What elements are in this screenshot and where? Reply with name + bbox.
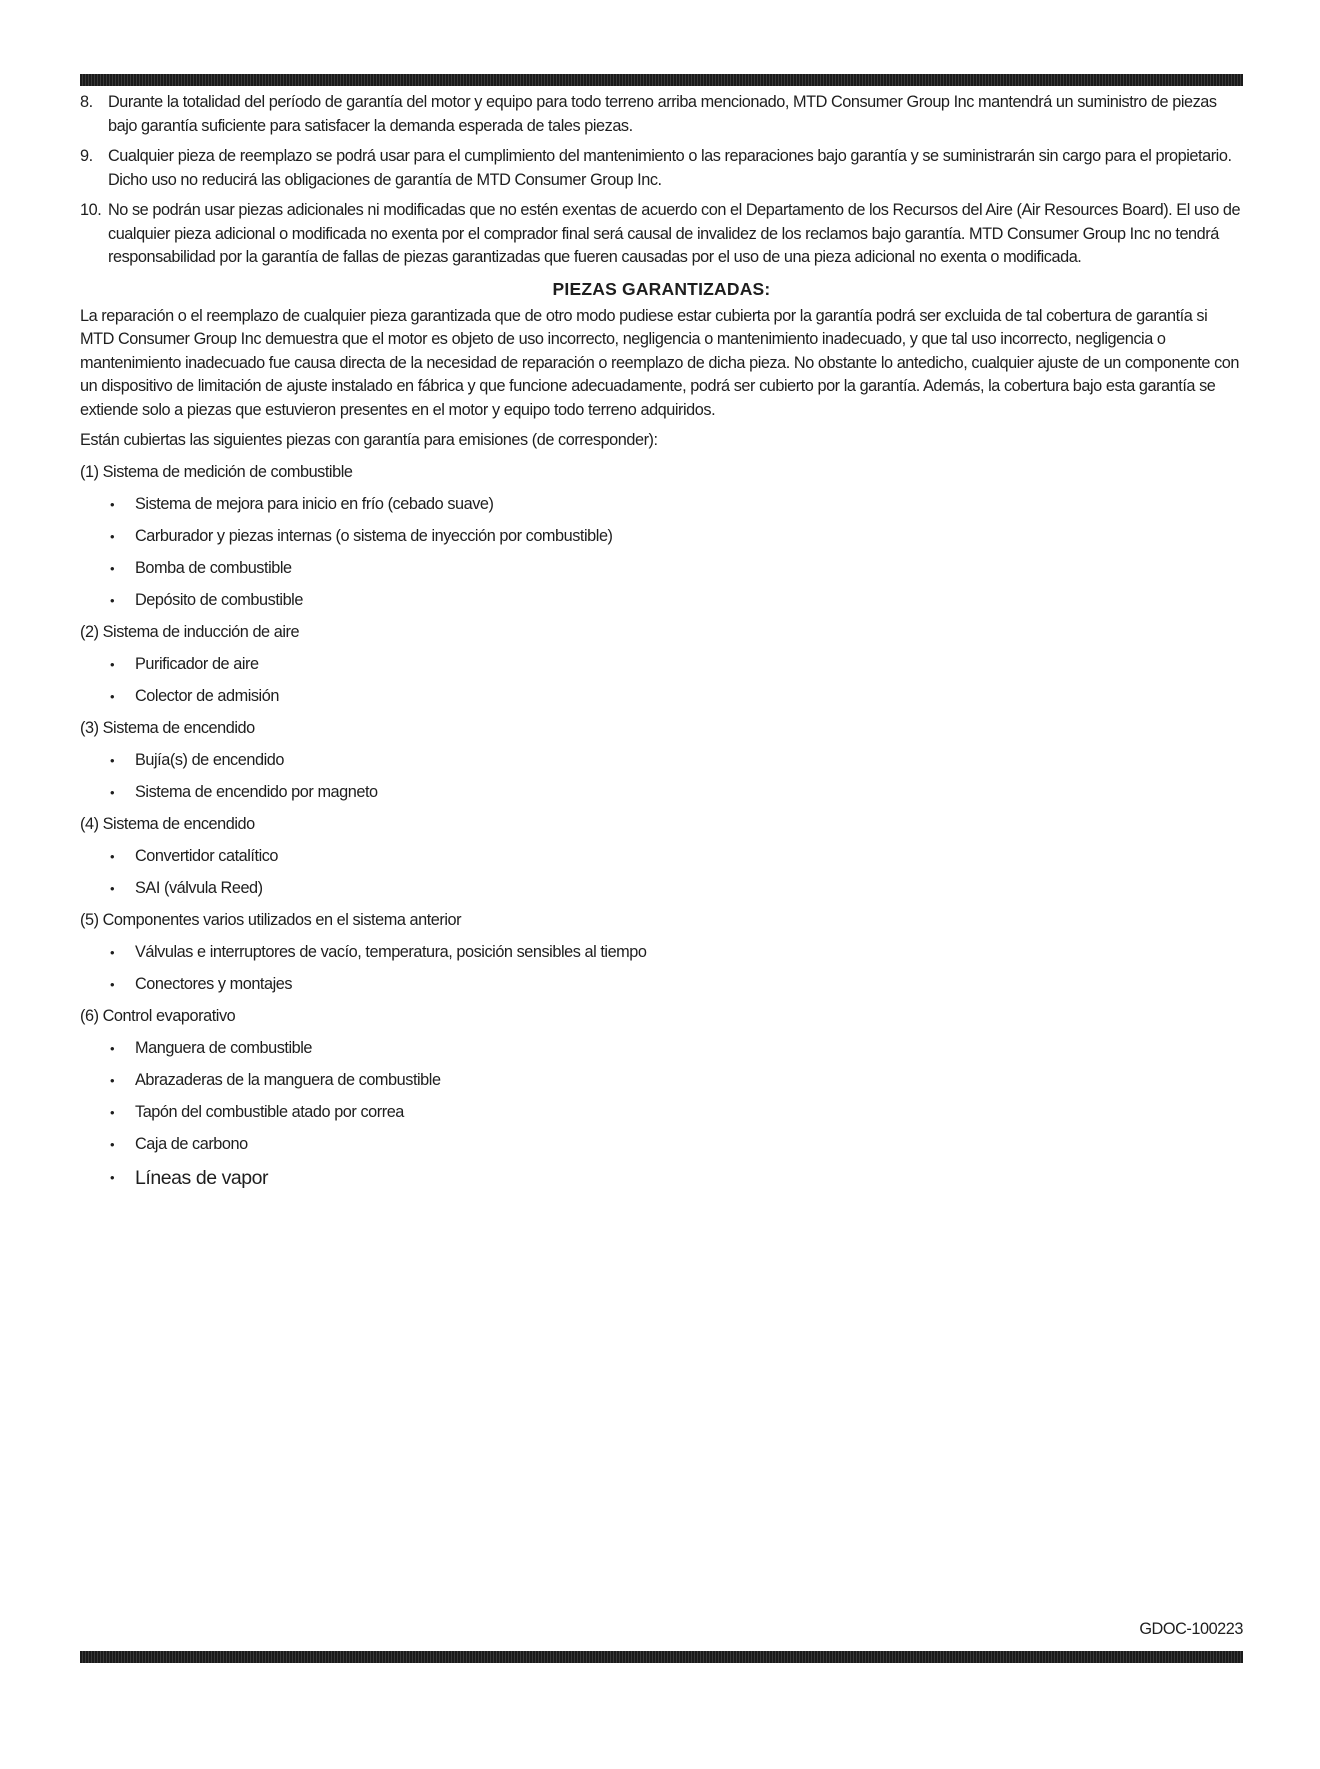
- document-code: GDOC-100223: [1139, 1620, 1243, 1638]
- bullet-item: • Líneas de vapor: [80, 1165, 1243, 1191]
- parts-group-items: [80, 653, 1243, 709]
- bullet-item: • Abrazaderas de la manguera de combustible: [80, 1069, 1243, 1093]
- bullet-item: • Sistema de mejora para inicio en frío (cebado suave): [80, 493, 1243, 517]
- item-text: Durante la totalidad del período de garantía del motor y equipo para todo terreno arriba mencionado, MTD Consumer Group Inc mantendrá un suministro de piezas bajo garantía suficiente para satisfacer la demanda esperada de tales piezas.: [108, 93, 1217, 135]
- bullet-item: • Caja de carbono: [80, 1133, 1243, 1157]
- parts-group-title: (4) Sistema de encendido: [80, 814, 255, 833]
- section-heading: PIEZAS GARANTIZADAS:: [552, 278, 771, 299]
- bullet-item: • Manguera de combustible: [80, 1037, 1243, 1061]
- list-item: [80, 199, 1243, 270]
- parts-group-items: [80, 1037, 1243, 1191]
- parts-group-items: [80, 845, 1243, 901]
- bullet-item: • Conectores y montajes: [80, 973, 1243, 997]
- parts-group-title: (5) Componentes varios utilizados en el sistema anterior: [80, 910, 462, 929]
- item-text: Cualquier pieza de reemplazo se podrá usar para el cumplimiento del mantenimiento o las reparaciones bajo garantía y se suministrarán sin cargo para el propietario. Dicho uso no reducirá las obligaciones de garantía de MTD Consumer Group Inc.: [108, 147, 1232, 189]
- bullet-item: • Depósito de combustible: [80, 589, 1243, 613]
- parts-group-title: (2) Sistema de inducción de aire: [80, 622, 300, 641]
- bullet-item: • Carburador y piezas internas (o sistema de inyección por combustible): [80, 525, 1243, 549]
- document-body: [80, 91, 1243, 1199]
- numbered-list: [80, 91, 1243, 270]
- covered-parts-list: [80, 461, 1243, 1191]
- bullet-item: • Bujía(s) de encendido: [80, 749, 1243, 773]
- warranty-paragraph: La reparación o el reemplazo de cualquier pieza garantizada que de otro modo pudiese estar cubierta por la garantía podrá ser excluida de tal cobertura de garantía si MTD Consumer Group Inc demuestra que el motor es objeto de uso incorrecto, negligencia o mantenimiento inadecuado, y que tal uso incorrecto, negligencia o mantenimiento inadecuado fue causa directa de la necesidad de reparación o reemplazo de dicha pieza. No obstante lo antedicho, cualquier ajuste de un componente con un dispositivo de limitación de ajuste instalado en fábrica y que funcione adecuadamente, podrá ser cubierto por la garantía. Además, la cobertura bajo esta garantía se extiende solo a piezas que estuvieron presentes en el motor y equipo todo terreno adquiridos.: [80, 306, 1239, 419]
- item-text: No se podrán usar piezas adicionales ni modificadas que no estén exentas de acuerdo con el Departamento de los Recursos del Aire (Air Resources Board). El uso de cualquier pieza adicional o modificada no exenta por el comprador final será causal de invalidez de los reclamos bajo garantía. MTD Consumer Group Inc no tendrá responsabilidad por la garantía de fallas de piezas garantizadas que fueren causadas por el uso de una pieza adicional no exenta o modificada.: [108, 201, 1241, 266]
- parts-group-title: (3) Sistema de encendido: [80, 718, 255, 737]
- bottom-rule: [80, 1651, 1243, 1663]
- bullet-item: • Tapón del combustible atado por correa: [80, 1101, 1243, 1125]
- bullet-item: • Válvulas e interruptores de vacío, temperatura, posición sensibles al tiempo: [80, 941, 1243, 965]
- parts-group: [80, 813, 1243, 901]
- bullet-item: • Colector de admisión: [80, 685, 1243, 709]
- parts-group: [80, 717, 1243, 805]
- parts-group-items: [80, 493, 1243, 613]
- top-rule: [80, 74, 1243, 86]
- parts-group: [80, 461, 1243, 613]
- item-number: 9.: [80, 147, 93, 165]
- bullet-item: • Sistema de encendido por magneto: [80, 781, 1243, 805]
- bullet-item: • SAI (válvula Reed): [80, 877, 1243, 901]
- parts-group-title: (1) Sistema de medición de combustible: [80, 462, 353, 481]
- parts-group: [80, 1005, 1243, 1191]
- bullet-item: • Convertidor catalítico: [80, 845, 1243, 869]
- parts-group-items: [80, 749, 1243, 805]
- list-item: [80, 145, 1243, 192]
- bullet-item: • Purificador de aire: [80, 653, 1243, 677]
- bullet-item: • Bomba de combustible: [80, 557, 1243, 581]
- item-number: 10.: [80, 201, 102, 219]
- parts-group: [80, 621, 1243, 709]
- covered-parts-intro: Están cubiertas las siguientes piezas con garantía para emisiones (de corresponder):: [80, 431, 658, 449]
- item-number: 8.: [80, 93, 93, 111]
- parts-group-title: (6) Control evaporativo: [80, 1006, 236, 1025]
- parts-group-items: [80, 941, 1243, 997]
- parts-group: [80, 909, 1243, 997]
- list-item: [80, 91, 1243, 138]
